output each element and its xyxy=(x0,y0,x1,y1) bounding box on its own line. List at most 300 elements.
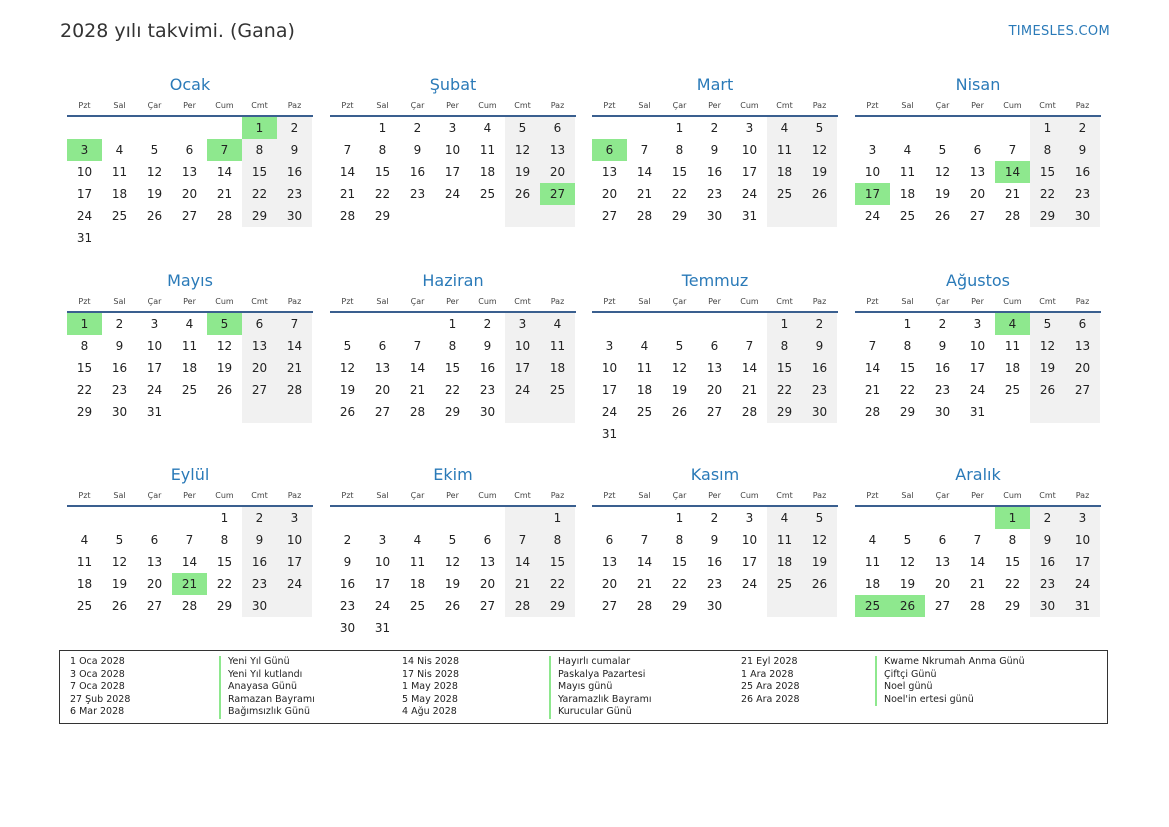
day-cell[interactable]: 10 xyxy=(741,143,758,157)
day-cell[interactable]: 13 xyxy=(181,165,198,179)
day-cell[interactable]: 12 xyxy=(1030,335,1065,357)
day-cell[interactable]: 31 xyxy=(76,231,93,245)
day-cell[interactable]: 23 xyxy=(339,599,356,613)
day-cell[interactable]: 26 xyxy=(802,183,837,205)
day-cell[interactable]: 10 xyxy=(76,165,93,179)
day-cell[interactable]: 4 xyxy=(80,533,89,547)
day-cell[interactable]: 17 xyxy=(741,555,758,569)
day-cell[interactable]: 21 xyxy=(216,187,233,201)
day-cell[interactable]: 4 xyxy=(767,507,802,529)
day-cell[interactable]: 27 xyxy=(969,209,986,223)
day-cell[interactable]: 5 xyxy=(675,339,684,353)
day-cell[interactable]: 5 xyxy=(448,533,457,547)
day-cell[interactable]: 4 xyxy=(767,117,802,139)
day-cell[interactable]: 9 xyxy=(483,339,492,353)
day-cell[interactable]: 16 xyxy=(1065,161,1100,183)
day-cell[interactable]: 7 xyxy=(1008,143,1017,157)
day-cell[interactable]: 23 xyxy=(934,383,951,397)
day-cell[interactable]: 30 xyxy=(339,621,356,635)
day-cell[interactable]: 5 xyxy=(1030,313,1065,335)
holiday-day-cell[interactable]: 4 xyxy=(995,313,1030,335)
day-cell[interactable]: 1 xyxy=(1030,117,1065,139)
day-cell[interactable]: 26 xyxy=(216,383,233,397)
day-cell[interactable]: 29 xyxy=(899,405,916,419)
day-cell[interactable]: 9 xyxy=(343,555,352,569)
day-cell[interactable]: 20 xyxy=(706,383,723,397)
day-cell[interactable]: 29 xyxy=(671,599,688,613)
day-cell[interactable]: 11 xyxy=(76,555,93,569)
day-cell[interactable]: 20 xyxy=(934,577,951,591)
day-cell[interactable]: 21 xyxy=(277,357,312,379)
day-cell[interactable]: 10 xyxy=(146,339,163,353)
day-cell[interactable]: 13 xyxy=(479,555,496,569)
day-cell[interactable]: 25 xyxy=(111,209,128,223)
day-cell[interactable]: 28 xyxy=(505,595,540,617)
day-cell[interactable]: 15 xyxy=(671,165,688,179)
day-cell[interactable]: 20 xyxy=(242,357,277,379)
day-cell[interactable]: 15 xyxy=(671,555,688,569)
day-cell[interactable]: 11 xyxy=(767,139,802,161)
day-cell[interactable]: 11 xyxy=(111,165,128,179)
day-cell[interactable]: 15 xyxy=(540,551,575,573)
day-cell[interactable]: 10 xyxy=(444,143,461,157)
day-cell[interactable]: 14 xyxy=(864,361,881,375)
day-cell[interactable]: 13 xyxy=(540,139,575,161)
day-cell[interactable]: 23 xyxy=(1065,183,1100,205)
day-cell[interactable]: 19 xyxy=(444,577,461,591)
day-cell[interactable]: 8 xyxy=(1008,533,1017,547)
day-cell[interactable]: 7 xyxy=(973,533,982,547)
day-cell[interactable]: 29 xyxy=(767,401,802,423)
day-cell[interactable]: 3 xyxy=(868,143,877,157)
day-cell[interactable]: 21 xyxy=(339,187,356,201)
day-cell[interactable]: 19 xyxy=(216,361,233,375)
day-cell[interactable]: 15 xyxy=(767,357,802,379)
day-cell[interactable]: 1 xyxy=(378,121,387,135)
day-cell[interactable]: 11 xyxy=(767,529,802,551)
day-cell[interactable]: 8 xyxy=(767,335,802,357)
day-cell[interactable]: 14 xyxy=(216,165,233,179)
day-cell[interactable]: 16 xyxy=(706,555,723,569)
day-cell[interactable]: 29 xyxy=(1030,205,1065,227)
day-cell[interactable]: 22 xyxy=(899,383,916,397)
day-cell[interactable]: 4 xyxy=(903,143,912,157)
day-cell[interactable]: 25 xyxy=(540,379,575,401)
day-cell[interactable]: 18 xyxy=(1004,361,1021,375)
day-cell[interactable]: 14 xyxy=(741,361,758,375)
day-cell[interactable]: 30 xyxy=(242,595,277,617)
day-cell[interactable]: 14 xyxy=(969,555,986,569)
day-cell[interactable]: 12 xyxy=(802,529,837,551)
day-cell[interactable]: 8 xyxy=(903,339,912,353)
day-cell[interactable]: 9 xyxy=(115,339,124,353)
day-cell[interactable]: 8 xyxy=(242,139,277,161)
day-cell[interactable]: 6 xyxy=(1065,313,1100,335)
day-cell[interactable]: 9 xyxy=(710,533,719,547)
day-cell[interactable]: 7 xyxy=(640,533,649,547)
day-cell[interactable]: 3 xyxy=(745,121,754,135)
day-cell[interactable]: 6 xyxy=(150,533,159,547)
day-cell[interactable]: 8 xyxy=(540,529,575,551)
day-cell[interactable]: 24 xyxy=(741,577,758,591)
day-cell[interactable]: 27 xyxy=(934,599,951,613)
day-cell[interactable]: 22 xyxy=(671,577,688,591)
day-cell[interactable]: 22 xyxy=(374,187,391,201)
day-cell[interactable]: 19 xyxy=(111,577,128,591)
day-cell[interactable]: 7 xyxy=(277,313,312,335)
day-cell[interactable]: 25 xyxy=(767,573,802,595)
day-cell[interactable]: 20 xyxy=(479,577,496,591)
day-cell[interactable]: 25 xyxy=(76,599,93,613)
day-cell[interactable]: 24 xyxy=(146,383,163,397)
day-cell[interactable]: 8 xyxy=(675,533,684,547)
day-cell[interactable]: 31 xyxy=(601,427,618,441)
day-cell[interactable]: 13 xyxy=(934,555,951,569)
day-cell[interactable]: 14 xyxy=(636,165,653,179)
day-cell[interactable]: 30 xyxy=(706,209,723,223)
day-cell[interactable]: 29 xyxy=(671,209,688,223)
day-cell[interactable]: 28 xyxy=(216,209,233,223)
day-cell[interactable]: 2 xyxy=(938,317,947,331)
day-cell[interactable]: 20 xyxy=(969,187,986,201)
day-cell[interactable]: 1 xyxy=(540,507,575,529)
day-cell[interactable]: 5 xyxy=(505,117,540,139)
day-cell[interactable]: 13 xyxy=(706,361,723,375)
day-cell[interactable]: 9 xyxy=(413,143,422,157)
day-cell[interactable]: 10 xyxy=(1065,529,1100,551)
day-cell[interactable]: 14 xyxy=(339,165,356,179)
day-cell[interactable]: 15 xyxy=(899,361,916,375)
day-cell[interactable]: 29 xyxy=(76,405,93,419)
day-cell[interactable]: 26 xyxy=(444,599,461,613)
day-cell[interactable]: 9 xyxy=(277,139,312,161)
day-cell[interactable]: 12 xyxy=(339,361,356,375)
day-cell[interactable]: 6 xyxy=(540,117,575,139)
day-cell[interactable]: 30 xyxy=(479,405,496,419)
day-cell[interactable]: 10 xyxy=(741,533,758,547)
day-cell[interactable]: 12 xyxy=(934,165,951,179)
day-cell[interactable]: 17 xyxy=(505,357,540,379)
day-cell[interactable]: 10 xyxy=(374,555,391,569)
day-cell[interactable]: 16 xyxy=(706,165,723,179)
day-cell[interactable]: 19 xyxy=(146,187,163,201)
day-cell[interactable]: 21 xyxy=(969,577,986,591)
day-cell[interactable]: 2 xyxy=(343,533,352,547)
day-cell[interactable]: 18 xyxy=(111,187,128,201)
day-cell[interactable]: 20 xyxy=(146,577,163,591)
day-cell[interactable]: 28 xyxy=(1004,209,1021,223)
day-cell[interactable]: 21 xyxy=(741,383,758,397)
day-cell[interactable]: 24 xyxy=(864,209,881,223)
holiday-day-cell[interactable]: 7 xyxy=(207,139,242,161)
day-cell[interactable]: 8 xyxy=(220,533,229,547)
day-cell[interactable]: 18 xyxy=(181,361,198,375)
day-cell[interactable]: 19 xyxy=(505,161,540,183)
day-cell[interactable]: 3 xyxy=(448,121,457,135)
day-cell[interactable]: 14 xyxy=(181,555,198,569)
day-cell[interactable]: 25 xyxy=(767,183,802,205)
day-cell[interactable]: 22 xyxy=(444,383,461,397)
day-cell[interactable]: 28 xyxy=(969,599,986,613)
day-cell[interactable]: 12 xyxy=(111,555,128,569)
day-cell[interactable]: 28 xyxy=(636,599,653,613)
day-cell[interactable]: 12 xyxy=(671,361,688,375)
day-cell[interactable]: 28 xyxy=(409,405,426,419)
day-cell[interactable]: 24 xyxy=(969,383,986,397)
day-cell[interactable]: 3 xyxy=(150,317,159,331)
day-cell[interactable]: 19 xyxy=(802,551,837,573)
day-cell[interactable]: 10 xyxy=(277,529,312,551)
day-cell[interactable]: 31 xyxy=(969,405,986,419)
day-cell[interactable]: 18 xyxy=(767,551,802,573)
day-cell[interactable]: 25 xyxy=(409,599,426,613)
day-cell[interactable]: 10 xyxy=(601,361,618,375)
day-cell[interactable]: 6 xyxy=(242,313,277,335)
day-cell[interactable]: 18 xyxy=(899,187,916,201)
day-cell[interactable]: 12 xyxy=(444,555,461,569)
day-cell[interactable]: 16 xyxy=(111,361,128,375)
day-cell[interactable]: 24 xyxy=(505,379,540,401)
day-cell[interactable]: 15 xyxy=(374,165,391,179)
day-cell[interactable]: 18 xyxy=(540,357,575,379)
day-cell[interactable]: 26 xyxy=(505,183,540,205)
day-cell[interactable]: 18 xyxy=(479,165,496,179)
day-cell[interactable]: 5 xyxy=(802,507,837,529)
day-cell[interactable]: 16 xyxy=(339,577,356,591)
day-cell[interactable]: 23 xyxy=(277,183,312,205)
day-cell[interactable]: 19 xyxy=(671,383,688,397)
day-cell[interactable]: 6 xyxy=(973,143,982,157)
day-cell[interactable]: 21 xyxy=(636,577,653,591)
day-cell[interactable]: 24 xyxy=(741,187,758,201)
day-cell[interactable]: 24 xyxy=(374,599,391,613)
day-cell[interactable]: 1 xyxy=(675,121,684,135)
day-cell[interactable]: 20 xyxy=(374,383,391,397)
brand-link[interactable]: TIMESLES.COM xyxy=(1008,24,1110,39)
day-cell[interactable]: 4 xyxy=(413,533,422,547)
day-cell[interactable]: 18 xyxy=(636,383,653,397)
day-cell[interactable]: 13 xyxy=(969,165,986,179)
day-cell[interactable]: 4 xyxy=(868,533,877,547)
day-cell[interactable]: 11 xyxy=(540,335,575,357)
day-cell[interactable]: 27 xyxy=(374,405,391,419)
day-cell[interactable]: 28 xyxy=(636,209,653,223)
day-cell[interactable]: 27 xyxy=(181,209,198,223)
day-cell[interactable]: 9 xyxy=(242,529,277,551)
day-cell[interactable]: 7 xyxy=(185,533,194,547)
day-cell[interactable]: 27 xyxy=(242,379,277,401)
day-cell[interactable]: 3 xyxy=(973,317,982,331)
day-cell[interactable]: 17 xyxy=(146,361,163,375)
day-cell[interactable]: 7 xyxy=(505,529,540,551)
day-cell[interactable]: 23 xyxy=(1030,573,1065,595)
day-cell[interactable]: 30 xyxy=(706,599,723,613)
day-cell[interactable]: 30 xyxy=(1065,205,1100,227)
day-cell[interactable]: 26 xyxy=(146,209,163,223)
holiday-day-cell[interactable]: 25 xyxy=(855,595,890,617)
day-cell[interactable]: 31 xyxy=(146,405,163,419)
day-cell[interactable]: 2 xyxy=(1065,117,1100,139)
day-cell[interactable]: 3 xyxy=(505,313,540,335)
day-cell[interactable]: 14 xyxy=(505,551,540,573)
day-cell[interactable]: 2 xyxy=(710,511,719,525)
day-cell[interactable]: 26 xyxy=(802,573,837,595)
day-cell[interactable]: 15 xyxy=(216,555,233,569)
day-cell[interactable]: 17 xyxy=(601,383,618,397)
day-cell[interactable]: 1 xyxy=(448,317,457,331)
day-cell[interactable]: 9 xyxy=(1065,139,1100,161)
day-cell[interactable]: 12 xyxy=(146,165,163,179)
day-cell[interactable]: 17 xyxy=(374,577,391,591)
day-cell[interactable]: 29 xyxy=(216,599,233,613)
day-cell[interactable]: 6 xyxy=(378,339,387,353)
day-cell[interactable]: 8 xyxy=(1030,139,1065,161)
day-cell[interactable]: 23 xyxy=(706,187,723,201)
day-cell[interactable]: 30 xyxy=(802,401,837,423)
day-cell[interactable]: 27 xyxy=(479,599,496,613)
day-cell[interactable]: 29 xyxy=(242,205,277,227)
day-cell[interactable]: 4 xyxy=(483,121,492,135)
day-cell[interactable]: 20 xyxy=(540,161,575,183)
day-cell[interactable]: 16 xyxy=(479,361,496,375)
day-cell[interactable]: 30 xyxy=(1030,595,1065,617)
day-cell[interactable]: 7 xyxy=(745,339,754,353)
day-cell[interactable]: 26 xyxy=(339,405,356,419)
day-cell[interactable]: 8 xyxy=(378,143,387,157)
day-cell[interactable]: 22 xyxy=(76,383,93,397)
day-cell[interactable]: 7 xyxy=(343,143,352,157)
day-cell[interactable]: 13 xyxy=(146,555,163,569)
day-cell[interactable]: 21 xyxy=(409,383,426,397)
holiday-day-cell[interactable]: 3 xyxy=(67,139,102,161)
day-cell[interactable]: 15 xyxy=(1004,555,1021,569)
day-cell[interactable]: 22 xyxy=(767,379,802,401)
day-cell[interactable]: 6 xyxy=(605,533,614,547)
day-cell[interactable]: 31 xyxy=(374,621,391,635)
day-cell[interactable]: 2 xyxy=(802,313,837,335)
day-cell[interactable]: 3 xyxy=(605,339,614,353)
day-cell[interactable]: 27 xyxy=(601,599,618,613)
day-cell[interactable]: 16 xyxy=(409,165,426,179)
day-cell[interactable]: 17 xyxy=(277,551,312,573)
day-cell[interactable]: 11 xyxy=(409,555,426,569)
day-cell[interactable]: 26 xyxy=(111,599,128,613)
day-cell[interactable]: 21 xyxy=(636,187,653,201)
day-cell[interactable]: 24 xyxy=(601,405,618,419)
day-cell[interactable]: 2 xyxy=(1030,507,1065,529)
holiday-day-cell[interactable]: 1 xyxy=(67,313,102,335)
day-cell[interactable]: 29 xyxy=(374,209,391,223)
day-cell[interactable]: 30 xyxy=(277,205,312,227)
day-cell[interactable]: 2 xyxy=(413,121,422,135)
day-cell[interactable]: 20 xyxy=(601,187,618,201)
day-cell[interactable]: 29 xyxy=(1004,599,1021,613)
day-cell[interactable]: 25 xyxy=(636,405,653,419)
day-cell[interactable]: 22 xyxy=(540,573,575,595)
day-cell[interactable]: 15 xyxy=(1030,161,1065,183)
day-cell[interactable]: 2 xyxy=(710,121,719,135)
day-cell[interactable]: 10 xyxy=(505,335,540,357)
day-cell[interactable]: 9 xyxy=(802,335,837,357)
day-cell[interactable]: 4 xyxy=(640,339,649,353)
day-cell[interactable]: 22 xyxy=(1030,183,1065,205)
day-cell[interactable]: 22 xyxy=(1004,577,1021,591)
day-cell[interactable]: 12 xyxy=(802,139,837,161)
holiday-day-cell[interactable]: 21 xyxy=(172,573,207,595)
holiday-day-cell[interactable]: 27 xyxy=(540,183,575,205)
day-cell[interactable]: 11 xyxy=(479,143,496,157)
day-cell[interactable]: 14 xyxy=(277,335,312,357)
day-cell[interactable]: 26 xyxy=(934,209,951,223)
day-cell[interactable]: 14 xyxy=(409,361,426,375)
day-cell[interactable]: 15 xyxy=(444,361,461,375)
day-cell[interactable]: 19 xyxy=(934,187,951,201)
day-cell[interactable]: 1 xyxy=(220,511,229,525)
day-cell[interactable]: 22 xyxy=(216,577,233,591)
day-cell[interactable]: 7 xyxy=(640,143,649,157)
day-cell[interactable]: 29 xyxy=(540,595,575,617)
day-cell[interactable]: 25 xyxy=(181,383,198,397)
day-cell[interactable]: 13 xyxy=(601,165,618,179)
day-cell[interactable]: 27 xyxy=(146,599,163,613)
day-cell[interactable]: 23 xyxy=(242,573,277,595)
day-cell[interactable]: 2 xyxy=(483,317,492,331)
holiday-day-cell[interactable]: 17 xyxy=(855,183,890,205)
day-cell[interactable]: 16 xyxy=(1030,551,1065,573)
day-cell[interactable]: 9 xyxy=(1030,529,1065,551)
day-cell[interactable]: 8 xyxy=(448,339,457,353)
day-cell[interactable]: 31 xyxy=(1065,595,1100,617)
day-cell[interactable]: 23 xyxy=(802,379,837,401)
day-cell[interactable]: 2 xyxy=(277,117,312,139)
day-cell[interactable]: 25 xyxy=(1004,383,1021,397)
day-cell[interactable]: 29 xyxy=(444,405,461,419)
day-cell[interactable]: 1 xyxy=(675,511,684,525)
day-cell[interactable]: 25 xyxy=(899,209,916,223)
day-cell[interactable]: 28 xyxy=(181,599,198,613)
day-cell[interactable]: 18 xyxy=(76,577,93,591)
day-cell[interactable]: 3 xyxy=(745,511,754,525)
day-cell[interactable]: 24 xyxy=(1065,573,1100,595)
day-cell[interactable]: 30 xyxy=(934,405,951,419)
day-cell[interactable]: 1 xyxy=(767,313,802,335)
day-cell[interactable]: 11 xyxy=(636,361,653,375)
day-cell[interactable]: 31 xyxy=(741,209,758,223)
day-cell[interactable]: 21 xyxy=(505,573,540,595)
day-cell[interactable]: 6 xyxy=(710,339,719,353)
day-cell[interactable]: 28 xyxy=(339,209,356,223)
day-cell[interactable]: 5 xyxy=(115,533,124,547)
day-cell[interactable]: 16 xyxy=(277,161,312,183)
holiday-day-cell[interactable]: 14 xyxy=(995,161,1030,183)
day-cell[interactable]: 10 xyxy=(864,165,881,179)
day-cell[interactable]: 3 xyxy=(277,507,312,529)
day-cell[interactable]: 9 xyxy=(710,143,719,157)
day-cell[interactable]: 18 xyxy=(767,161,802,183)
day-cell[interactable]: 6 xyxy=(938,533,947,547)
day-cell[interactable]: 16 xyxy=(934,361,951,375)
day-cell[interactable]: 5 xyxy=(938,143,947,157)
day-cell[interactable]: 30 xyxy=(111,405,128,419)
day-cell[interactable]: 17 xyxy=(741,165,758,179)
day-cell[interactable]: 23 xyxy=(409,187,426,201)
day-cell[interactable]: 19 xyxy=(1030,357,1065,379)
day-cell[interactable]: 10 xyxy=(969,339,986,353)
day-cell[interactable]: 8 xyxy=(675,143,684,157)
day-cell[interactable]: 26 xyxy=(671,405,688,419)
day-cell[interactable]: 13 xyxy=(1065,335,1100,357)
day-cell[interactable]: 24 xyxy=(76,209,93,223)
